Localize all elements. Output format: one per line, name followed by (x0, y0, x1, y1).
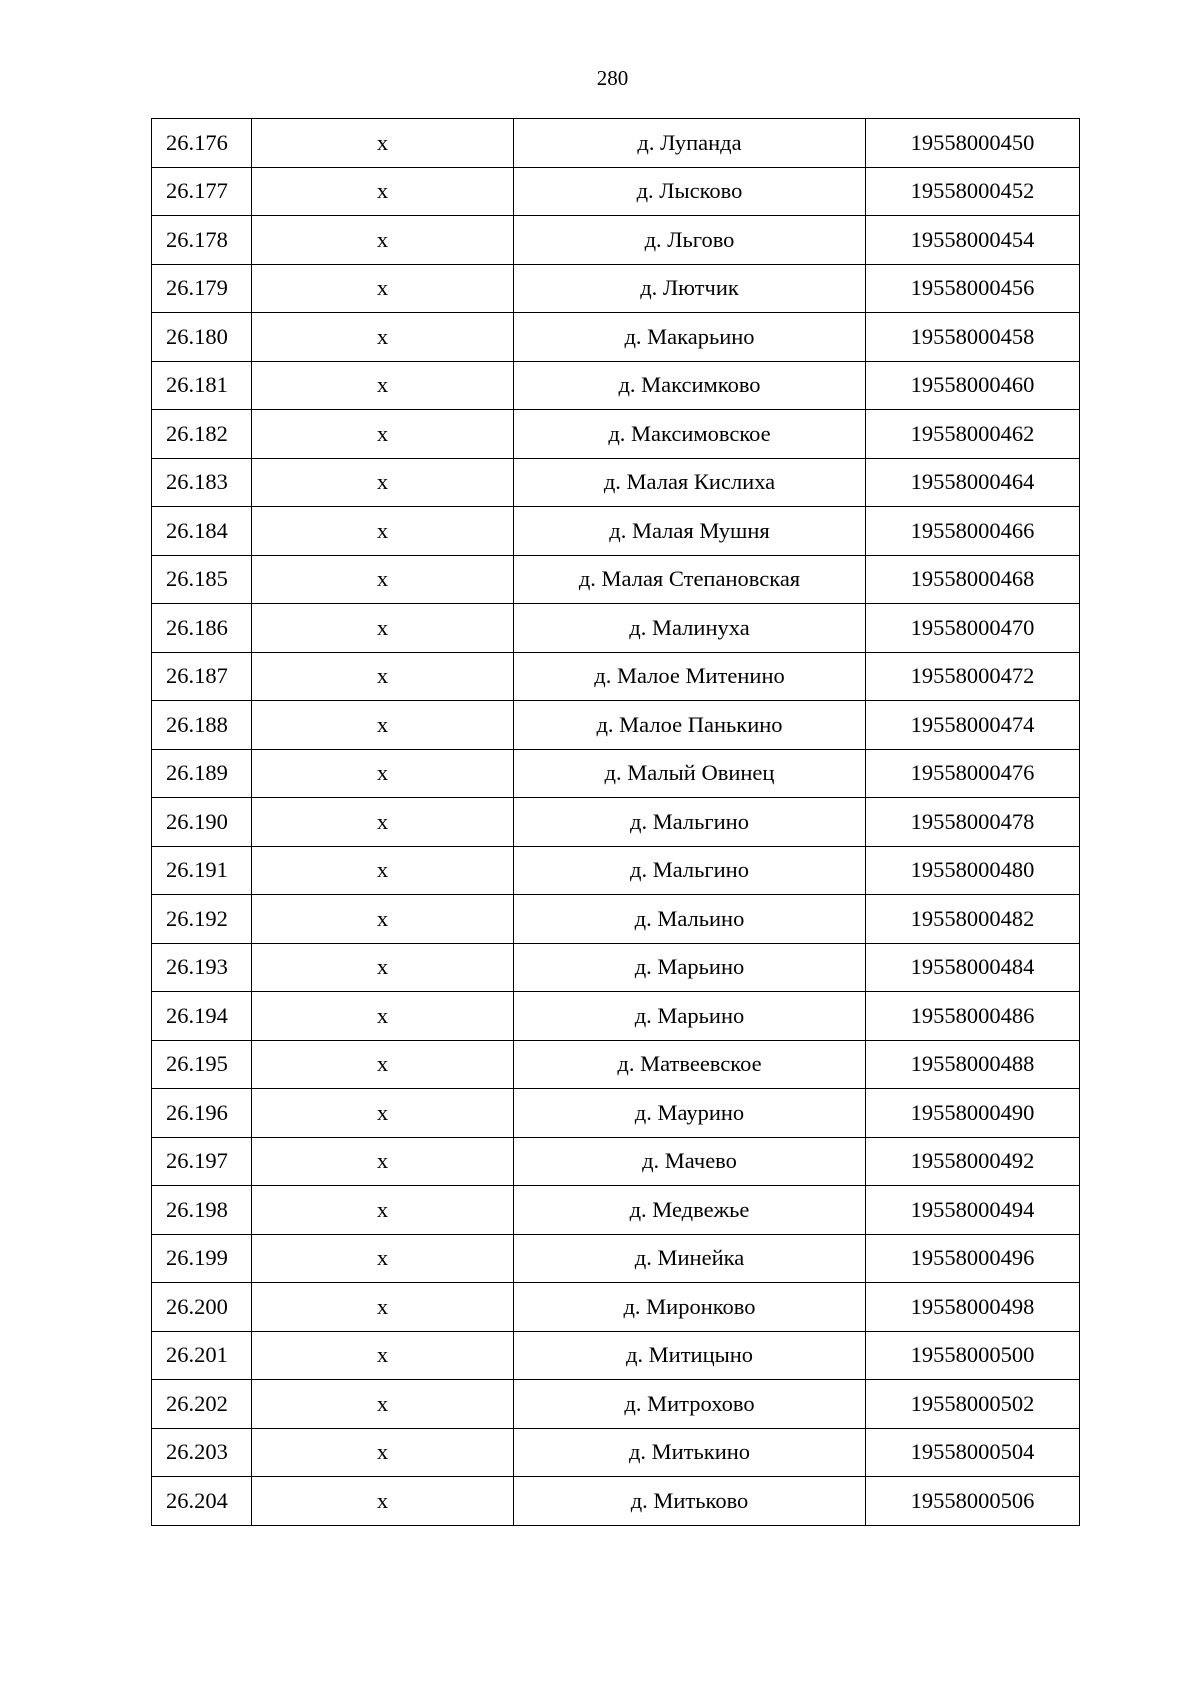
mark-cell: х (252, 1331, 514, 1380)
table-row (152, 119, 1080, 168)
settlement-name-cell: д. Малая Кислиха (514, 458, 866, 507)
settlement-name-cell: д. Мачево (514, 1137, 866, 1186)
settlement-name-cell: д. Митьково (514, 1477, 866, 1526)
mark-cell: х (252, 701, 514, 750)
oktmo-code-cell: 19558000492 (866, 1137, 1080, 1186)
oktmo-code-cell: 19558000458 (866, 313, 1080, 362)
mark-cell: х (252, 895, 514, 944)
table-body (152, 119, 1080, 1526)
row-number-cell: 26.196 (152, 1089, 252, 1138)
table-row (152, 1331, 1080, 1380)
mark-cell: х (252, 507, 514, 556)
mark-cell: х (252, 1234, 514, 1283)
oktmo-code-cell: 19558000488 (866, 1040, 1080, 1089)
row-number-cell: 26.199 (152, 1234, 252, 1283)
settlements-table (151, 118, 1080, 1526)
oktmo-code-cell: 19558000504 (866, 1428, 1080, 1477)
mark-cell: х (252, 749, 514, 798)
settlement-name-cell: д. Митицыно (514, 1331, 866, 1380)
settlement-name-cell: д. Лысково (514, 167, 866, 216)
row-number-cell: 26.203 (152, 1428, 252, 1477)
mark-cell: х (252, 1040, 514, 1089)
mark-cell: х (252, 167, 514, 216)
settlement-name-cell: д. Малое Панькино (514, 701, 866, 750)
oktmo-code-cell: 19558000450 (866, 119, 1080, 168)
mark-cell: х (252, 458, 514, 507)
settlement-name-cell: д. Льгово (514, 216, 866, 265)
mark-cell: х (252, 264, 514, 313)
oktmo-code-cell: 19558000466 (866, 507, 1080, 556)
table-row (152, 992, 1080, 1041)
row-number-cell: 26.202 (152, 1380, 252, 1429)
table-row (152, 846, 1080, 895)
table-row (152, 749, 1080, 798)
row-number-cell: 26.201 (152, 1331, 252, 1380)
row-number-cell: 26.181 (152, 361, 252, 410)
oktmo-code-cell: 19558000490 (866, 1089, 1080, 1138)
oktmo-code-cell: 19558000464 (866, 458, 1080, 507)
mark-cell: х (252, 943, 514, 992)
oktmo-code-cell: 19558000482 (866, 895, 1080, 944)
oktmo-code-cell: 19558000470 (866, 604, 1080, 653)
row-number-cell: 26.190 (152, 798, 252, 847)
mark-cell: х (252, 1137, 514, 1186)
table-row (152, 410, 1080, 459)
mark-cell: х (252, 313, 514, 362)
row-number-cell: 26.195 (152, 1040, 252, 1089)
row-number-cell: 26.197 (152, 1137, 252, 1186)
mark-cell: х (252, 1283, 514, 1332)
table-row (152, 216, 1080, 265)
table-row (152, 798, 1080, 847)
settlement-name-cell: д. Лупанда (514, 119, 866, 168)
settlement-name-cell: д. Минейка (514, 1234, 866, 1283)
table-row (152, 313, 1080, 362)
settlement-name-cell: д. Марьино (514, 943, 866, 992)
oktmo-code-cell: 19558000502 (866, 1380, 1080, 1429)
table-row (152, 1477, 1080, 1526)
row-number-cell: 26.179 (152, 264, 252, 313)
oktmo-code-cell: 19558000462 (866, 410, 1080, 459)
table-row (152, 1186, 1080, 1235)
mark-cell: х (252, 1089, 514, 1138)
oktmo-code-cell: 19558000500 (866, 1331, 1080, 1380)
settlement-name-cell: д. Маурино (514, 1089, 866, 1138)
row-number-cell: 26.180 (152, 313, 252, 362)
oktmo-code-cell: 19558000454 (866, 216, 1080, 265)
oktmo-code-cell: 19558000456 (866, 264, 1080, 313)
settlement-name-cell: д. Лютчик (514, 264, 866, 313)
settlement-name-cell: д. Марьино (514, 992, 866, 1041)
row-number-cell: 26.191 (152, 846, 252, 895)
oktmo-code-cell: 19558000472 (866, 652, 1080, 701)
row-number-cell: 26.176 (152, 119, 252, 168)
oktmo-code-cell: 19558000474 (866, 701, 1080, 750)
mark-cell: х (252, 555, 514, 604)
row-number-cell: 26.185 (152, 555, 252, 604)
mark-cell: х (252, 119, 514, 168)
row-number-cell: 26.193 (152, 943, 252, 992)
row-number-cell: 26.200 (152, 1283, 252, 1332)
row-number-cell: 26.204 (152, 1477, 252, 1526)
mark-cell: х (252, 361, 514, 410)
table-row (152, 555, 1080, 604)
table-row (152, 1428, 1080, 1477)
table-row (152, 458, 1080, 507)
settlement-name-cell: д. Макарьино (514, 313, 866, 362)
table-row (152, 1234, 1080, 1283)
table-row (152, 604, 1080, 653)
mark-cell: х (252, 604, 514, 653)
table-row (152, 507, 1080, 556)
mark-cell: х (252, 992, 514, 1041)
oktmo-code-cell: 19558000486 (866, 992, 1080, 1041)
settlement-name-cell: д. Мальгино (514, 846, 866, 895)
mark-cell: х (252, 1380, 514, 1429)
mark-cell: х (252, 216, 514, 265)
table-row (152, 895, 1080, 944)
mark-cell: х (252, 1186, 514, 1235)
mark-cell: х (252, 1428, 514, 1477)
settlement-name-cell: д. Максимково (514, 361, 866, 410)
mark-cell: х (252, 1477, 514, 1526)
table-row (152, 1137, 1080, 1186)
settlement-name-cell: д. Малинуха (514, 604, 866, 653)
oktmo-code-cell: 19558000506 (866, 1477, 1080, 1526)
table-row (152, 264, 1080, 313)
settlement-name-cell: д. Малая Мушня (514, 507, 866, 556)
oktmo-code-cell: 19558000484 (866, 943, 1080, 992)
settlement-name-cell: д. Митькино (514, 1428, 866, 1477)
page-number: 280 (596, 66, 629, 90)
oktmo-code-cell: 19558000480 (866, 846, 1080, 895)
table-row (152, 1040, 1080, 1089)
table-row (152, 652, 1080, 701)
settlement-name-cell: д. Мальгино (514, 798, 866, 847)
row-number-cell: 26.189 (152, 749, 252, 798)
settlement-name-cell: д. Медвежье (514, 1186, 866, 1235)
mark-cell: х (252, 798, 514, 847)
row-number-cell: 26.187 (152, 652, 252, 701)
settlement-name-cell: д. Максимовское (514, 410, 866, 459)
row-number-cell: 26.192 (152, 895, 252, 944)
table-row (152, 1283, 1080, 1332)
oktmo-code-cell: 19558000452 (866, 167, 1080, 216)
oktmo-code-cell: 19558000476 (866, 749, 1080, 798)
oktmo-code-cell: 19558000496 (866, 1234, 1080, 1283)
table-row (152, 1089, 1080, 1138)
row-number-cell: 26.183 (152, 458, 252, 507)
oktmo-code-cell: 19558000460 (866, 361, 1080, 410)
oktmo-code-cell: 19558000498 (866, 1283, 1080, 1332)
mark-cell: х (252, 652, 514, 701)
settlement-name-cell: д. Мальино (514, 895, 866, 944)
settlement-name-cell: д. Миронково (514, 1283, 866, 1332)
row-number-cell: 26.184 (152, 507, 252, 556)
settlement-name-cell: д. Малая Степановская (514, 555, 866, 604)
table-row (152, 701, 1080, 750)
row-number-cell: 26.188 (152, 701, 252, 750)
oktmo-code-cell: 19558000468 (866, 555, 1080, 604)
row-number-cell: 26.198 (152, 1186, 252, 1235)
row-number-cell: 26.182 (152, 410, 252, 459)
settlement-name-cell: д. Митрохово (514, 1380, 866, 1429)
row-number-cell: 26.177 (152, 167, 252, 216)
table-row (152, 167, 1080, 216)
settlement-name-cell: д. Малый Овинец (514, 749, 866, 798)
table-row (152, 361, 1080, 410)
mark-cell: х (252, 410, 514, 459)
row-number-cell: 26.194 (152, 992, 252, 1041)
settlement-name-cell: д. Малое Митенино (514, 652, 866, 701)
settlement-name-cell: д. Матвеевское (514, 1040, 866, 1089)
table-row (152, 943, 1080, 992)
table-row (152, 1380, 1080, 1429)
mark-cell: х (252, 846, 514, 895)
row-number-cell: 26.178 (152, 216, 252, 265)
oktmo-code-cell: 19558000478 (866, 798, 1080, 847)
oktmo-code-cell: 19558000494 (866, 1186, 1080, 1235)
row-number-cell: 26.186 (152, 604, 252, 653)
